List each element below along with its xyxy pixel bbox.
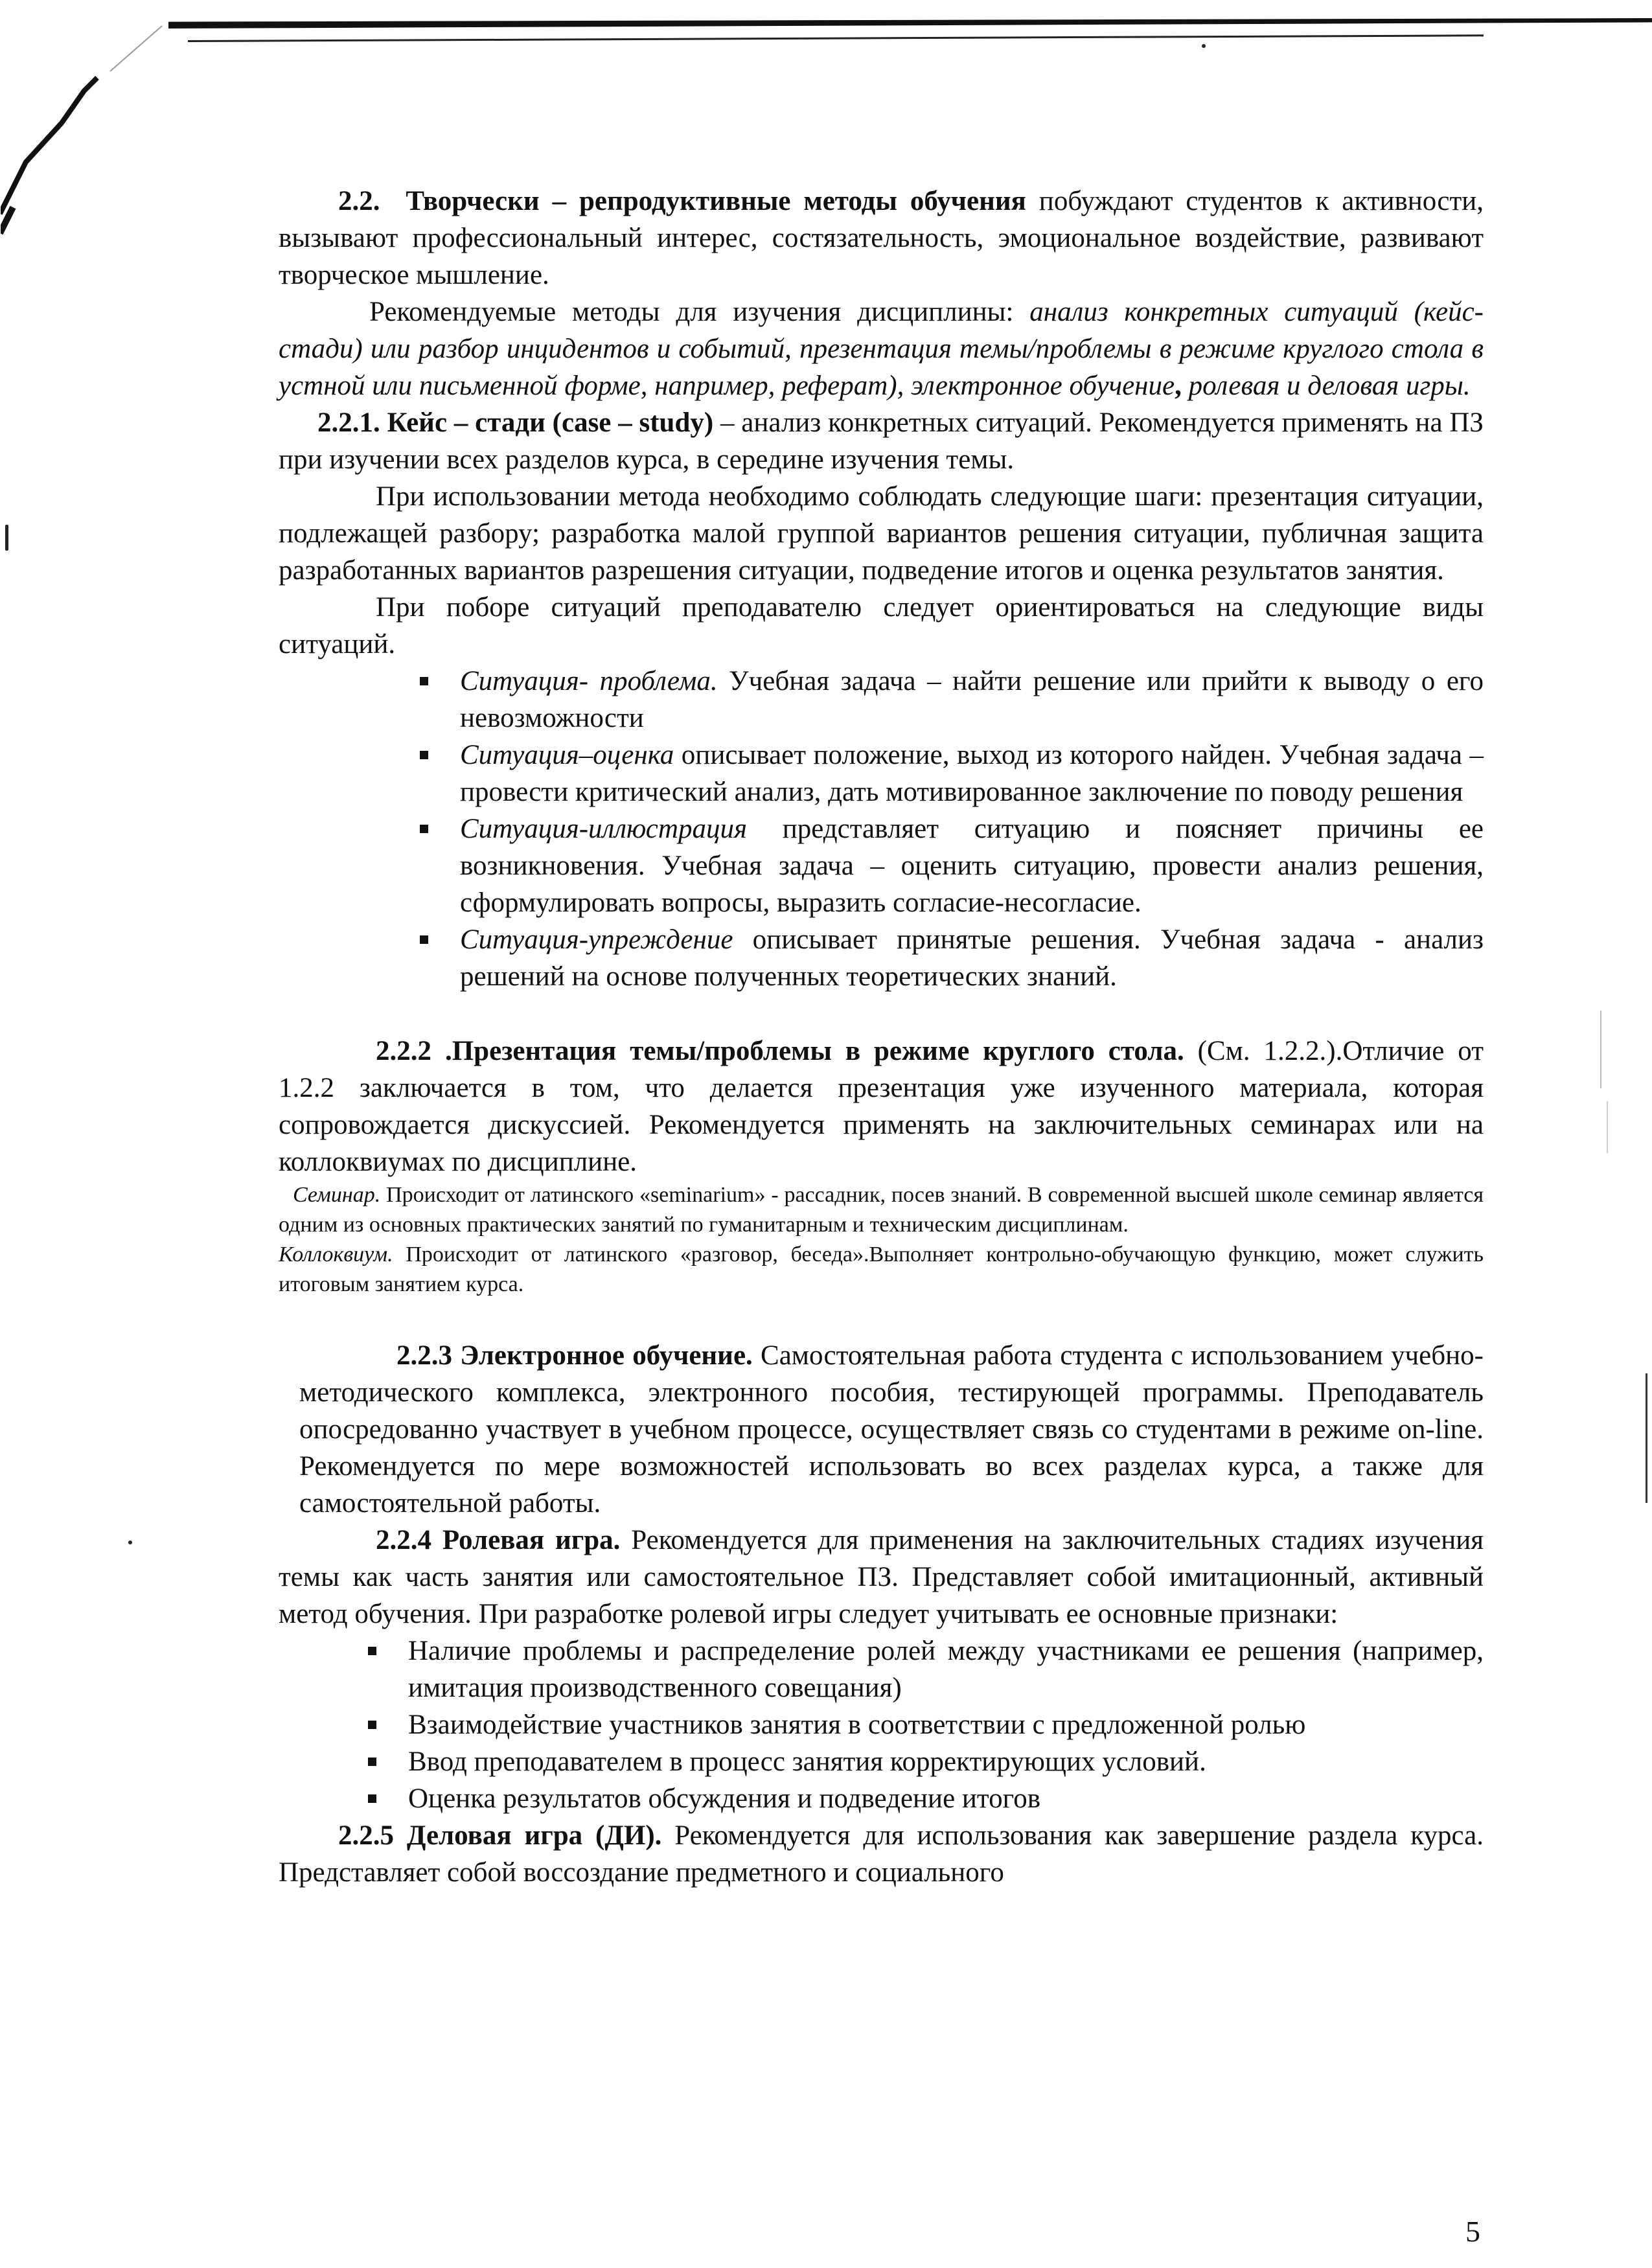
bullet-icon xyxy=(420,751,428,759)
spacer xyxy=(279,1300,1484,1337)
list-item xyxy=(460,737,1484,810)
section-2-2-2-text: (См. 1.2.2.).Отличие от 1.2.2 заключается в том, что делается презентация уже изученного материала, которая сопровождается дискуссией. Рекомендуется применять на заключительных семинарах или на коллоквиумах по дисциплине. xyxy=(279,1036,1484,1177)
list-item xyxy=(408,1743,1484,1780)
bullet-icon xyxy=(420,825,428,833)
situation-text: описывает принятые решения. Учебная задача - анализ решений на основе полученных теоретических знаний. xyxy=(460,924,1484,992)
scan-line-artifact xyxy=(188,34,1484,42)
recommended-comma: , xyxy=(1175,371,1182,401)
situation-text: описывает положение, выход из которого найден. Учебная задача – провести критический анализ, дать мотивированное заключение по поводу решения xyxy=(460,740,1484,807)
selection-paragraph: При поборе ситуаций преподавателю следует ориентироваться на следующие виды ситуаций. xyxy=(279,592,1484,659)
seminar-text: Происходит от латинского «seminarium» - рассадник, посев знаний. В современной высшей школе семинар является одним из основных практических занятий по гуманитарным и техническим дисциплинам. xyxy=(279,1183,1484,1237)
scan-speck xyxy=(1202,44,1206,48)
section-2-2-5-paragraph xyxy=(279,1817,1484,1891)
spacer xyxy=(279,995,1484,1033)
role-feature-text: Ввод преподавателем в процесс занятия корректирующих условий. xyxy=(408,1747,1206,1777)
bullet-icon xyxy=(368,1647,376,1655)
section-2-2-number: 2.2. xyxy=(338,186,380,216)
scan-corner-artifact xyxy=(0,0,168,272)
scan-speck xyxy=(5,525,8,551)
situation-name: Ситуация-упреждение xyxy=(460,924,733,955)
bullet-icon xyxy=(420,935,428,944)
section-2-2-4-paragraph xyxy=(279,1522,1484,1632)
list-item xyxy=(460,810,1484,921)
bullet-icon xyxy=(368,1721,376,1729)
colloquium-note xyxy=(279,1240,1484,1300)
seminar-term: Семинар. xyxy=(293,1183,381,1207)
scan-border-artifact xyxy=(168,18,1652,29)
section-2-2-2-paragraph xyxy=(279,1033,1484,1180)
role-feature-text: Оценка результатов обсуждения и подведение итогов xyxy=(408,1783,1041,1814)
list-item xyxy=(460,663,1484,737)
section-2-2-3-text: Самостоятельная работа студента с использованием учебно-методического комплекса, электронного пособия, тестирующей программы. Преподаватель опосредованно участвует в учебном процессе, осуществляет связь со студентами в режиме on-line. Рекомендуется по мере возможностей использовать во всех разделах курса, а также для самостоятельной работы. xyxy=(299,1340,1484,1518)
scan-margin-line xyxy=(1646,1373,1647,1503)
situation-text: представляет ситуацию и поясняет причины ее возникновения. Учебная задача – оценить ситуацию, провести анализ решения, сформулировать вопросы, выразить согласие-несогласие. xyxy=(460,814,1484,918)
page-number: 5 xyxy=(1465,2215,1480,2248)
role-feature-text: Наличие проблемы и распределение ролей между участниками ее решения (например, имитация производственного совещания) xyxy=(408,1636,1484,1703)
situation-name: Ситуация–оценка xyxy=(460,740,674,770)
section-2-2-paragraph xyxy=(279,183,1484,293)
bullet-icon xyxy=(368,1758,376,1766)
recommended-games: ролевая и деловая игры. xyxy=(1181,371,1471,401)
section-2-2-text: побуждают студентов к активности, вызывают профессиональный интерес, состязательность, эмоциональное воздействие, развивают творческое мышление. xyxy=(279,186,1484,290)
section-2-2-4-title: 2.2.4 Ролевая игра. xyxy=(376,1525,621,1555)
bullet-icon xyxy=(368,1794,376,1803)
recommended-methods-paragraph xyxy=(279,293,1484,404)
seminar-note xyxy=(279,1180,1484,1240)
document-page xyxy=(279,183,1484,1891)
list-item xyxy=(408,1706,1484,1743)
situation-name: Ситуация- проблема. xyxy=(460,666,718,696)
method-steps-paragraph: При использовании метода необходимо соблюдать следующие шаги: презентация ситуации, подлежащей разбору; разработка малой группой вариантов решения ситуации, публичная защита разработанных вариантов разрешения ситуации, подведение итогов и оценка результатов занятия. xyxy=(279,481,1484,586)
colloquium-text: Происходит от латинского «разговор, беседа».Выполняет контрольно-обучающую функцию, может служить итоговым занятием курса. xyxy=(279,1243,1484,1296)
colloquium-term: Коллоквиум. xyxy=(279,1243,393,1266)
scan-margin-line xyxy=(1600,1011,1601,1088)
section-2-2-1-title: 2.2.1. Кейс – стади (case – study) xyxy=(317,407,714,438)
role-feature-text: Взаимодействие участников занятия в соответствии с предложенной ролью xyxy=(408,1710,1306,1740)
section-2-2-2-number: 2.2.2 . xyxy=(376,1036,452,1066)
scan-speck xyxy=(128,1541,132,1544)
situation-name: Ситуация-иллюстрация xyxy=(460,814,747,844)
indented-sections xyxy=(279,1337,1484,1522)
list-item xyxy=(408,1632,1484,1706)
recommended-lead: Рекомендуемые методы для изучения дисциплины: xyxy=(369,297,1030,327)
section-2-2-4-text: Рекомендуется для применения на заключительных стадиях изучения темы как часть занятия или самостоятельное ПЗ. Представляет собой имитационный, активный метод обучения. При разработке ролевой игры следует учитывать ее основные признаки: xyxy=(279,1525,1484,1629)
recommended-methods-list: анализ конкретных ситуаций (кейс-стади) или разбор инцидентов и событий, презентация темы/проблемы в режиме круглого стола в устной или письменной форме, например, реферат), электронное обучение xyxy=(279,297,1484,401)
list-item xyxy=(408,1780,1484,1817)
section-2-2-2-title: Презентация темы/проблемы в режиме круглого стола. xyxy=(452,1036,1184,1066)
scan-margin-line xyxy=(1607,1101,1608,1153)
section-2-2-1-paragraph xyxy=(279,404,1484,478)
section-2-2-1-text: – анализ конкретных ситуаций. Рекомендуется применять на ПЗ при изучении всех разделов курса, в середине изучения темы. xyxy=(279,407,1484,475)
section-2-2-title: Творчески – репродуктивные методы обучения xyxy=(406,186,1026,216)
bullet-icon xyxy=(420,677,428,685)
list-item xyxy=(460,921,1484,995)
section-2-2-3-title: 2.2.3 Электронное обучение. xyxy=(396,1340,753,1371)
role-features-list xyxy=(279,1632,1484,1817)
section-2-2-3-paragraph xyxy=(299,1337,1484,1522)
section-2-2-5-title: 2.2.5 Деловая игра (ДИ). xyxy=(338,1820,662,1851)
section-2-2-5-text: Рекомендуется для использования как завершение раздела курса. Представляет собой воссоздание предметного и социального xyxy=(279,1820,1484,1888)
situations-list xyxy=(279,663,1484,995)
situation-text: Учебная задача – найти решение или прийти к выводу о его невозможности xyxy=(460,666,1484,733)
